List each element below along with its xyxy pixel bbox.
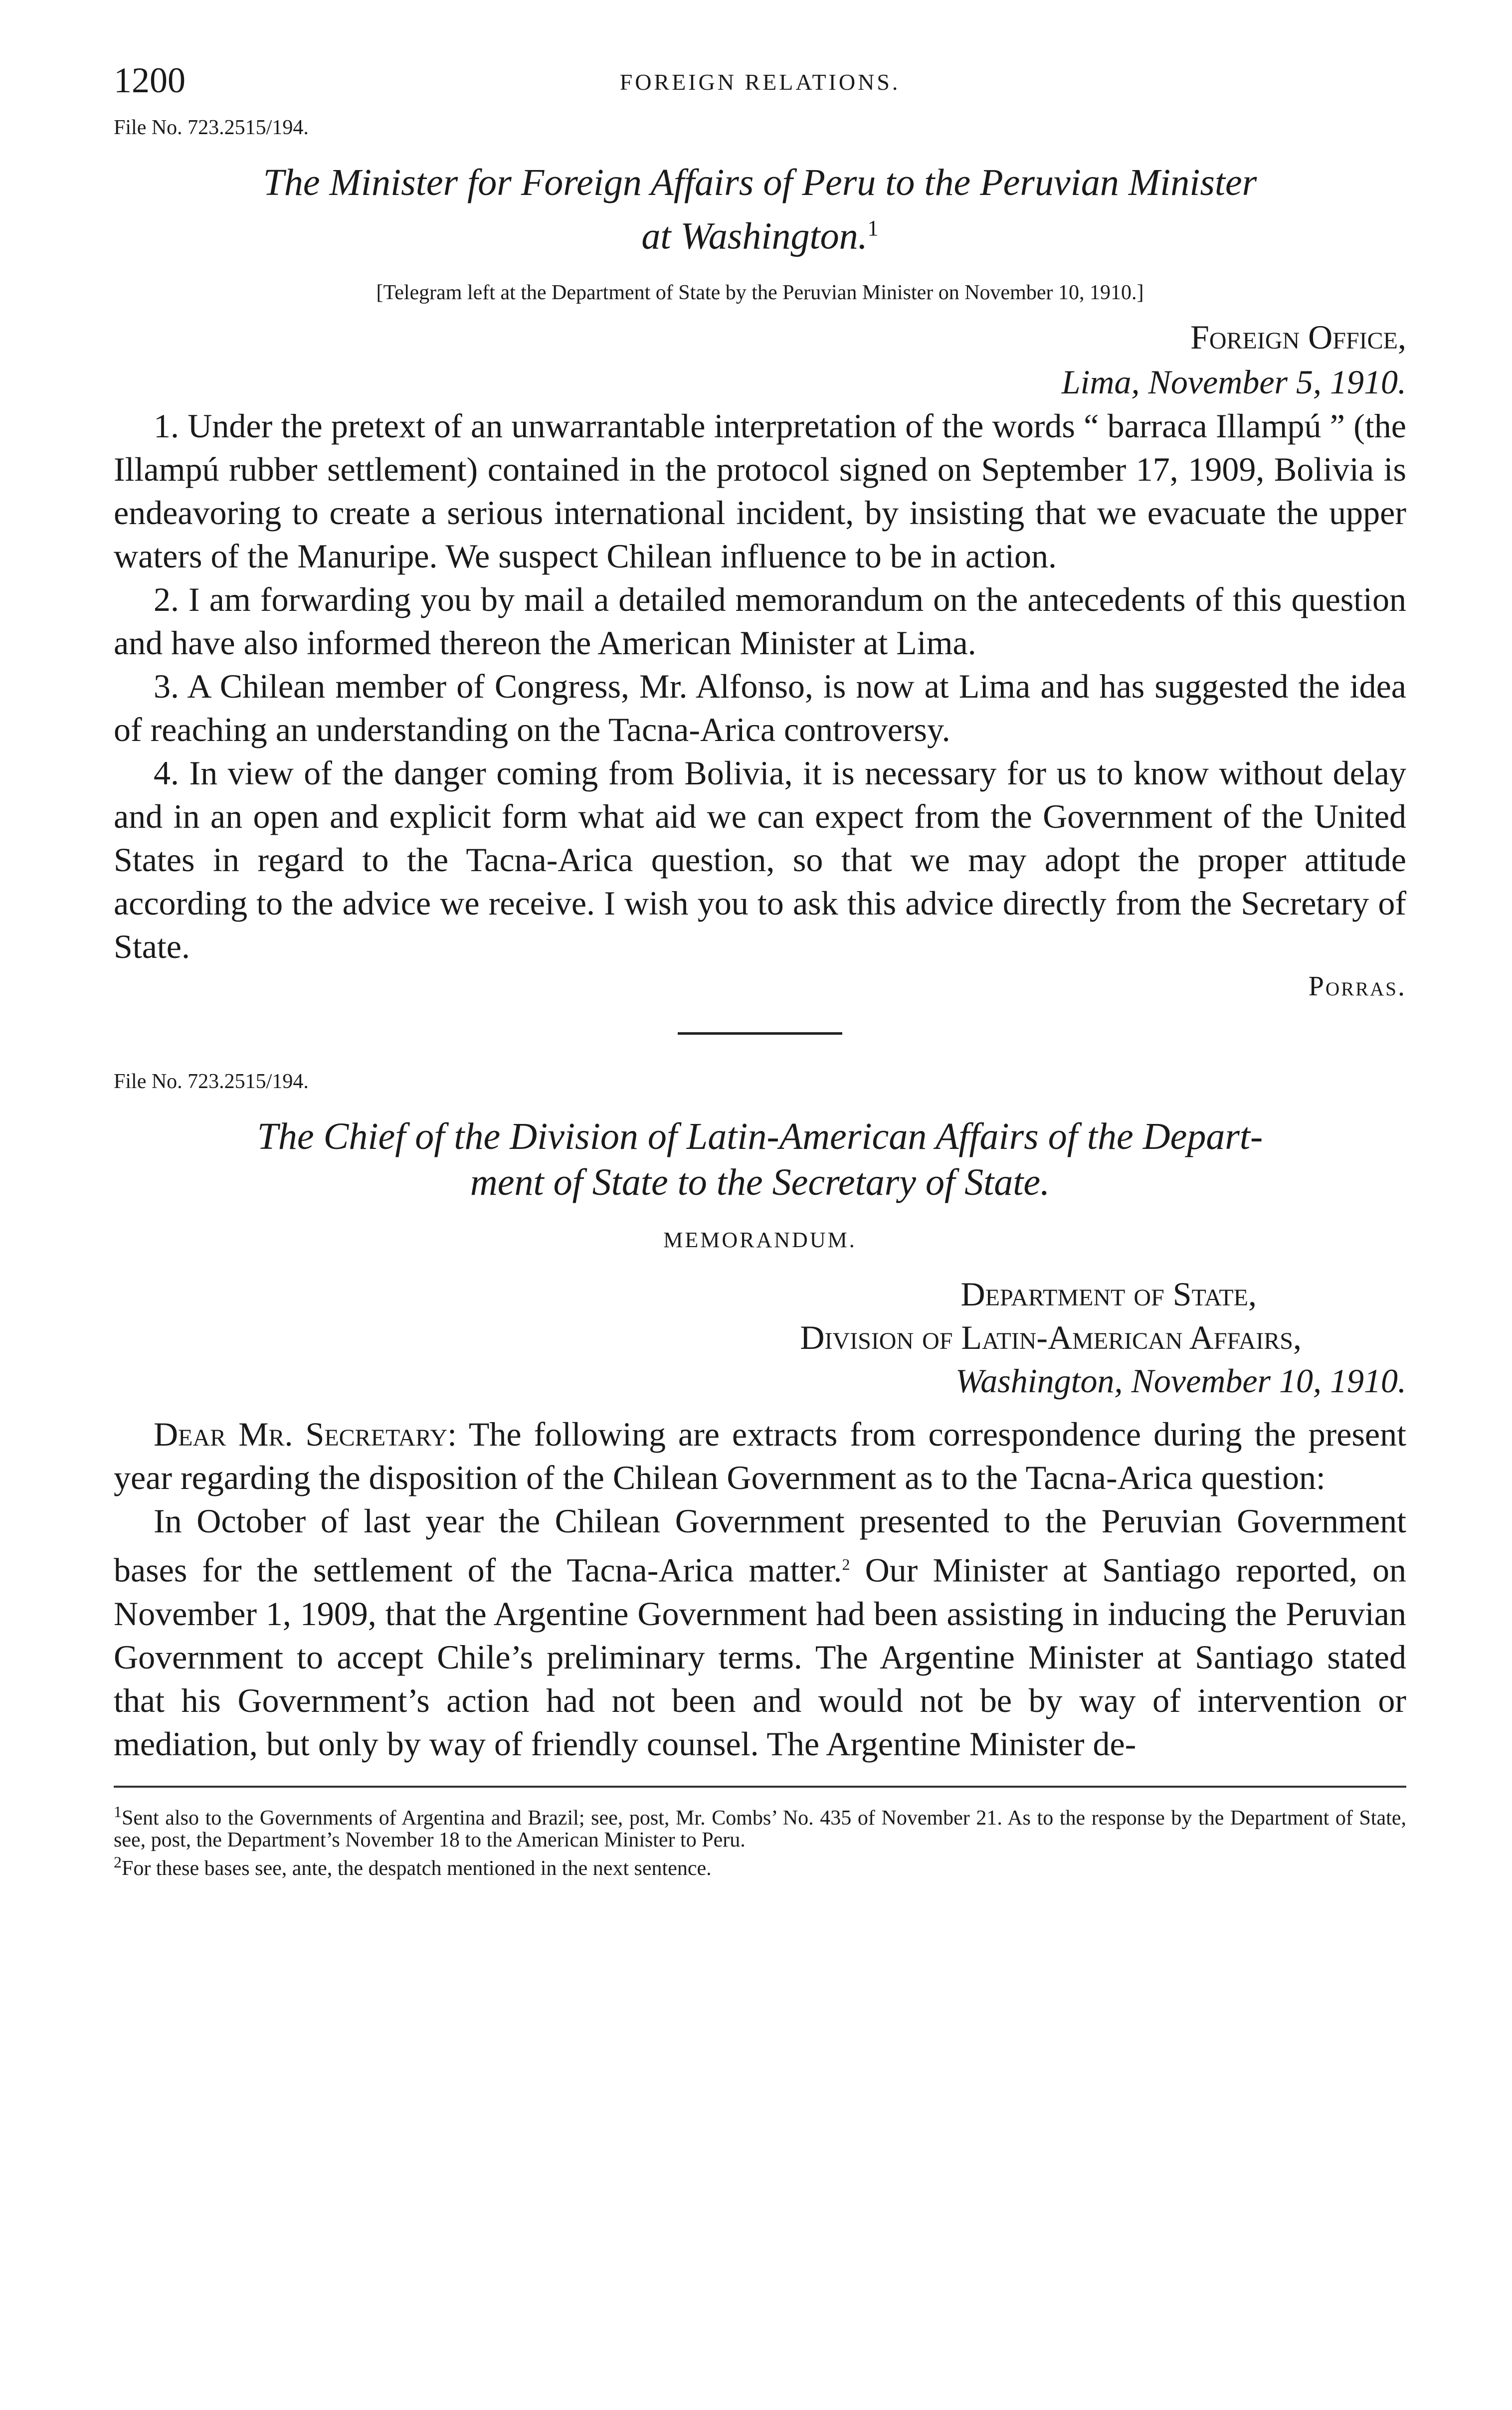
footnote-mark[interactable]: 1	[867, 216, 879, 240]
footnote	[114, 1851, 1406, 1879]
title-line-text: at Washington.	[641, 215, 868, 257]
document-title	[114, 1113, 1406, 1205]
title-line: The Chief of the Division of Latin-American Affairs of the Depart-	[257, 1115, 1263, 1158]
date-line: Washington, November 10, 1910.	[955, 1362, 1406, 1400]
footnote-rule	[114, 1786, 1406, 1788]
running-header	[114, 60, 1406, 110]
place-line: Foreign Office,	[1190, 318, 1406, 357]
paragraph: 1. Under the pretext of an unwarrantable interpretation of the words “ barraca Illampú ” (the Illampú rubber settlement) contained in the protocol signed on September 17, 1909, Bolivia is endeavoring to create a serious international incident, by insisting that we evacuate the upper waters of the Manuripe. We suspect Chilean influence to be in action.	[114, 407, 1406, 575]
title-line: The Minister for Foreign Affairs of Peru to the Peruvian Minister	[263, 162, 1257, 203]
document-page	[114, 60, 1406, 1879]
title-line	[114, 205, 1406, 259]
paragraph	[114, 1413, 1406, 1499]
paragraph-text: The following are extracts from correspondence during the present year regarding the disposition of the Chilean Government as to the Tacna-Arica question:	[114, 1415, 1406, 1497]
address-block	[114, 1273, 1406, 1403]
footnote-mark[interactable]: 2	[842, 1555, 850, 1574]
memorandum-label: MEMORANDUM.	[663, 1228, 857, 1253]
footnote-mark: 2	[114, 1853, 122, 1871]
footnote	[114, 1801, 1406, 1851]
running-title: FOREIGN RELATIONS.	[619, 69, 901, 95]
paragraph-text: Our Minister at Santiago reported, on November 1, 1909, that the Argentine Government had been assisting in inducing the Peruvian Government to accept Chile’s preliminary terms. The Argentine Minister at Santiago stated that his Government’s action had not been and would not be by way of intervention or mediation, but only by way of friendly counsel. The Argentine Minister de-	[114, 1551, 1406, 1763]
address-line: Department of State,	[960, 1275, 1257, 1313]
footnote-mark: 1	[114, 1802, 122, 1821]
footnote-text: For these bases see, ante, the despatch mentioned in the next sentence.	[122, 1856, 712, 1880]
document-title	[114, 160, 1406, 259]
file-number: File No. 723.2515/194.	[114, 116, 309, 139]
signature: Porras.	[1308, 971, 1406, 1002]
date-line: Lima, November 5, 1910.	[1061, 363, 1406, 401]
title-line: ment of State to the Secretary of State.	[470, 1161, 1050, 1204]
file-number: File No. 723.2515/194.	[114, 1070, 309, 1094]
paragraph: 4. In view of the danger coming from Bolivia, it is necessary for us to know without delay and in an open and explicit form what aid we can expect from the Government of the United States in regard to the Tacna-Arica question, so that we may adopt the proper attitude according to the advice we receive. I wish you to ask this advice directly from the Secretary of State.	[114, 754, 1406, 966]
page-number: 1200	[114, 60, 186, 100]
salutation: Dear Mr. Secretary:	[154, 1415, 457, 1454]
paragraph: 3. A Chilean member of Congress, Mr. Alfonso, is now at Lima and has suggested the idea of reaching an understanding on the Tacna-Arica controversy.	[114, 667, 1406, 749]
footnote-text: Sent also to the Governments of Argentina and Brazil; see, post, Mr. Combs’ No. 435 of November 21. As to the response by the Department of State, see, post, the Department’s November 18 to the American Minister to Peru.	[114, 1806, 1406, 1852]
paragraph-text: In October of last year the Chilean Government presented to the Peruvian Government bases for the settlement of the Tacna-Arica matter.	[114, 1502, 1406, 1589]
paragraph	[114, 1499, 1406, 1766]
section-divider	[678, 1032, 842, 1035]
dateline	[114, 315, 1406, 404]
paragraph: 2. I am forwarding you by mail a detailed memorandum on the antecedents of this question and have also informed thereon the American Minister at Lima.	[114, 580, 1406, 662]
telegram-note: [Telegram left at the Department of State by the Peruvian Minister on November 10, 1910.]	[376, 281, 1144, 305]
address-line: Division of Latin-American Affairs,	[800, 1318, 1302, 1357]
